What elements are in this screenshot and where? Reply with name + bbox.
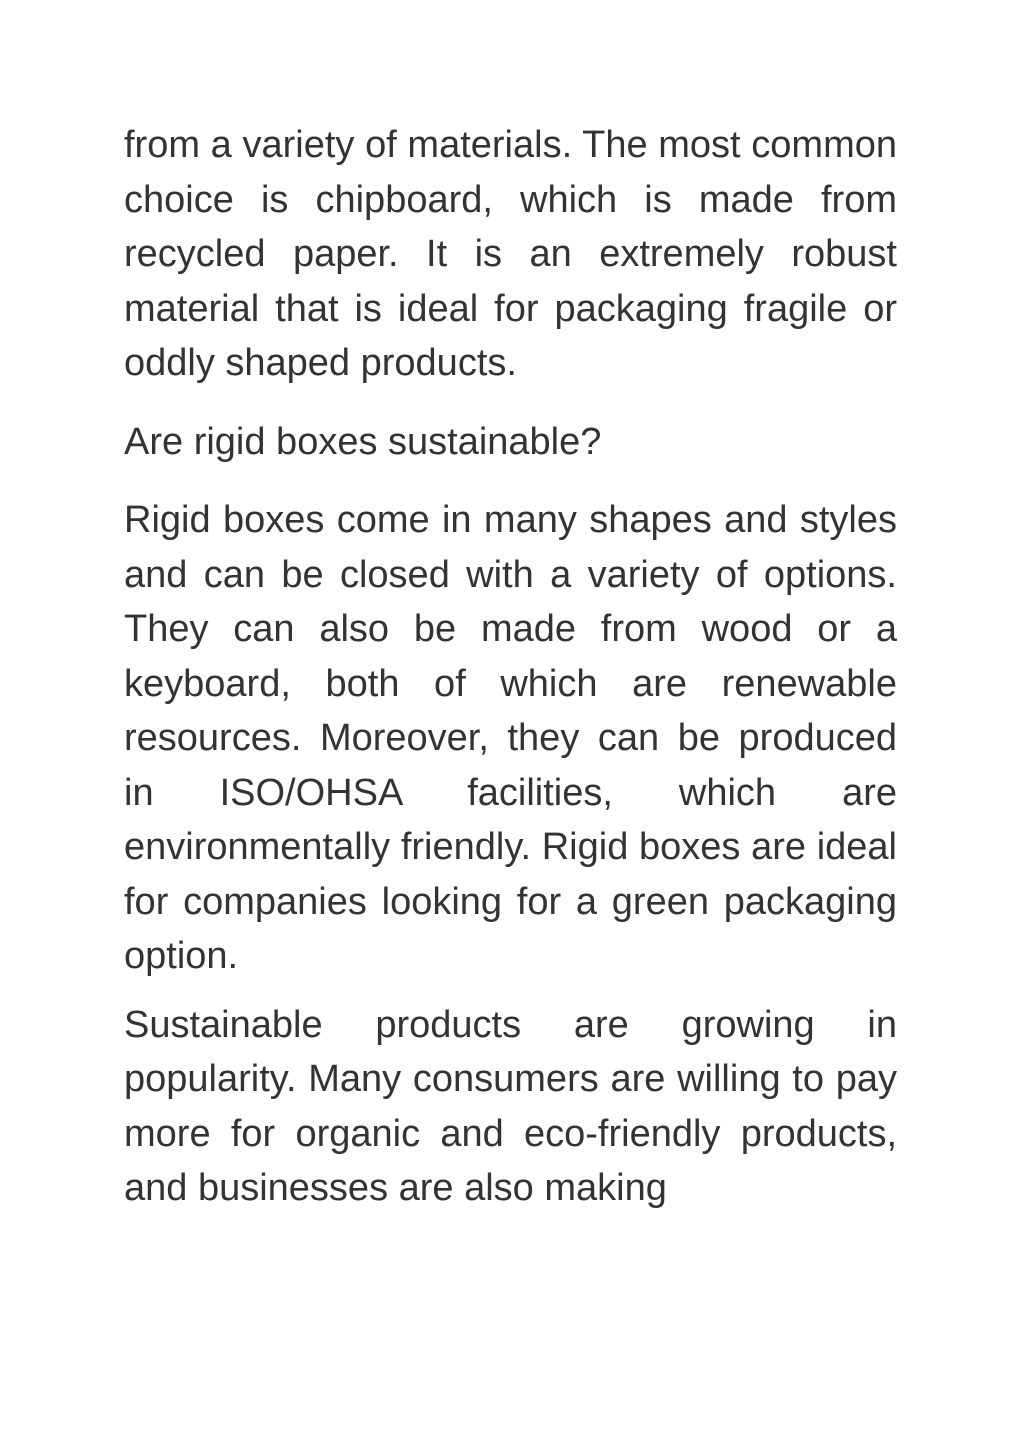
paragraph-materials: from a variety of materials. The most common choice is chipboard, which is made from recycled paper. It is an extremely robust material that is ideal for packaging fragile or oddly shaped products. (124, 124, 897, 384)
paragraph-rigid-boxes: Rigid boxes come in many shapes and styles and can be closed with a variety of options. They can also be made from wood or a keyboard, both of which are renewable resources. Moreover, they can be produced in ISO/OHSA facilities, which are environmentally friendly. Rigid boxes are ideal for companies looking for a green packaging option. (124, 499, 897, 977)
paragraph-sustainable-products: Sustainable products are growing in popularity. Many consumers are willing to pay more for organic and eco-friendly products, and businesses are also making (124, 1003, 897, 1209)
section-heading: Are rigid boxes sustainable? (124, 420, 602, 463)
document-page (124, 118, 897, 1216)
